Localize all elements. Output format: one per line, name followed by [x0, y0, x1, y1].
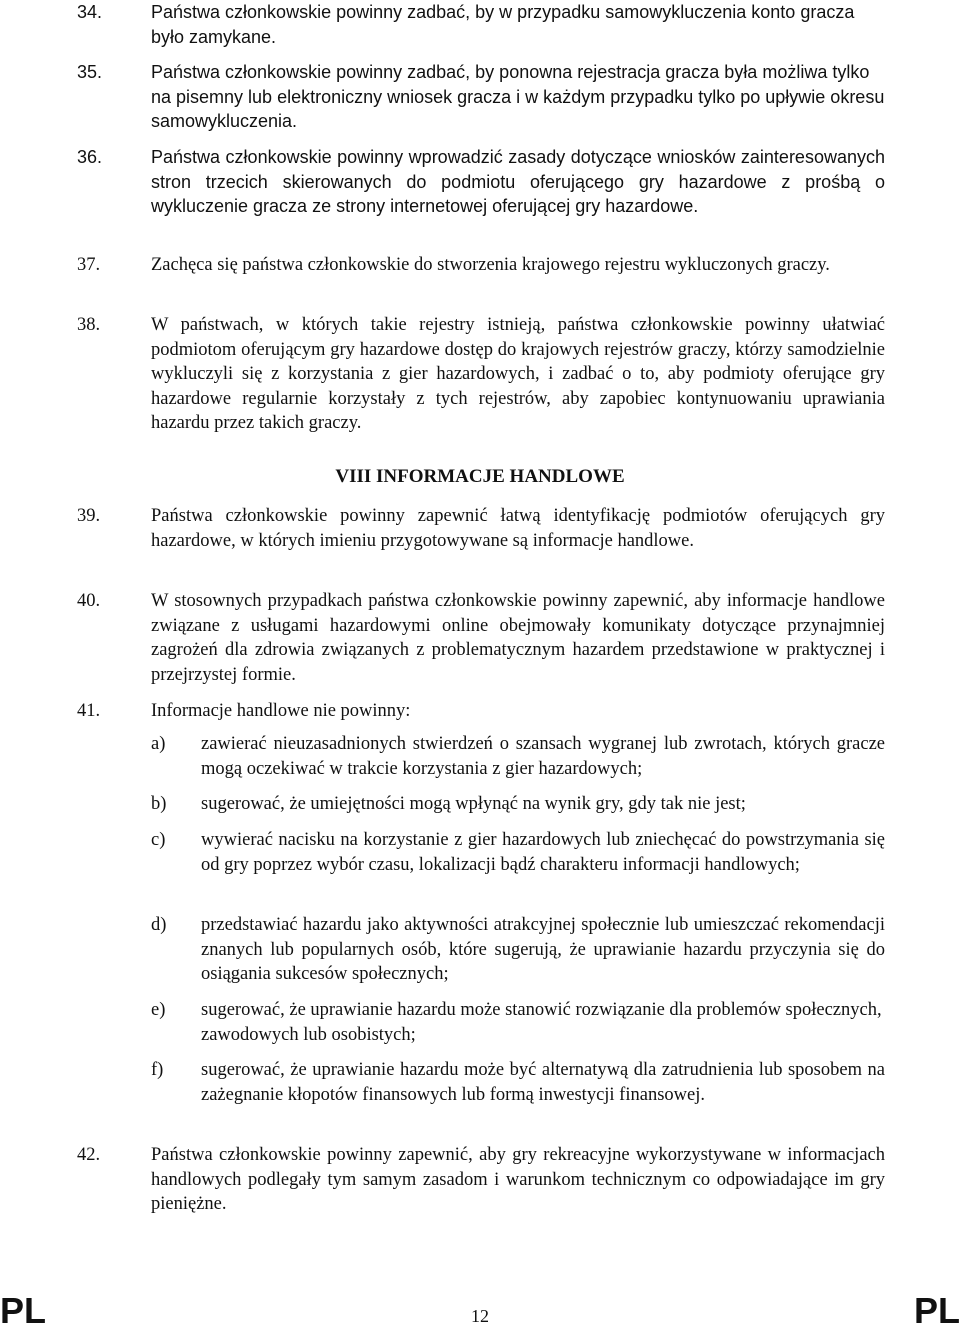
paragraph-text: Państwa członkowskie powinny zapewnić, aby gry rekreacyjne wykorzystywane w informacjach handlowych podlegały tym samym zasadom i warunkom technicznym co odpowiadające im gry pieniężne.: [151, 1145, 885, 1214]
paragraph-text: Państwa członkowskie powinny wprowadzić zasady dotyczące wniosków zainteresowanych stron trzecich skierowanych do podmiotu oferującego gry hazardowe z prośbą o wykluczenie gracza ze strony internetowej oferującej gry hazardowe.: [151, 147, 885, 216]
list-item-text: przedstawiać hazardu jako aktywności atrakcyjnej społecznie lub umieszczać rekomendacji znanych lub popularnych osób, które sugerują, że uprawianie hazardu przyczynia się do osiągania sukcesów społecznych;: [201, 915, 885, 984]
paragraph-number: 39.: [77, 506, 101, 526]
paragraph-41: [77, 699, 885, 724]
list-item-e: [151, 998, 885, 1047]
paragraph-34: [77, 0, 885, 49]
list-item-f: [151, 1058, 885, 1107]
list-item-a: [151, 732, 885, 781]
paragraph-text: W stosownych przypadkach państwa członkowskie powinny zapewnić, aby informacje handlowe związane z usługami hazardowymi online obejmowały komunikaty dotyczące przynajmniej zagrożeń dla zdrowia związanych z problematycznym hazardem przedstawione w praktycznej i przejrzystej formie.: [151, 591, 885, 685]
list-item-text: sugerować, że umiejętności mogą wpłynąć na wynik gry, gdy tak nie jest;: [201, 794, 746, 814]
list-item-label: d): [151, 915, 167, 935]
language-code-left: PL: [0, 1290, 47, 1331]
paragraph-number: 34.: [77, 2, 103, 22]
paragraph-number: 42.: [77, 1145, 101, 1165]
list-item-label: c): [151, 830, 166, 850]
list-item-text: sugerować, że uprawianie hazardu może stanowić rozwiązanie dla problemów społecznych, zawodowych lub osobistych;: [201, 1000, 882, 1045]
list-item-b: [151, 792, 885, 817]
list-item-text: zawierać nieuzasadnionych stwierdzeń o szansach wygranej lub zwrotach, których gracze mogą oczekiwać w trakcie korzystania z gier hazardowych;: [201, 734, 885, 779]
paragraph-text: Państwa członkowskie powinny zapewnić łatwą identyfikację podmiotów oferujących gry hazardowe, w których imieniu przygotowywane są informacje handlowe.: [151, 506, 885, 551]
paragraph-number: 41.: [77, 701, 101, 721]
section-heading: VIII INFORMACJE HANDLOWE: [335, 466, 625, 487]
list-item-c: [151, 828, 885, 877]
paragraph-number: 35.: [77, 62, 103, 82]
paragraph-text: Państwa członkowskie powinny zadbać, by ponowna rejestracja gracza była możliwa tylko na pisemny lub elektroniczny wniosek gracza i w każdym przypadku tylko po upływie okresu samowykluczenia.: [151, 62, 885, 131]
page-number: 12: [471, 1306, 489, 1326]
paragraph-number: 38.: [77, 315, 101, 335]
paragraph-35: [77, 60, 885, 134]
paragraph-text: Zachęca się państwa członkowskie do stworzenia krajowego rejestru wykluczonych graczy.: [151, 255, 830, 275]
paragraph-42: [77, 1143, 885, 1217]
paragraph-36: [77, 145, 885, 219]
paragraph-37: [77, 253, 885, 278]
list-item-label: a): [151, 734, 166, 754]
list-item-d: [151, 913, 885, 987]
list-item-label: b): [151, 794, 167, 814]
paragraph-text: W państwach, w których takie rejestry istnieją, państwa członkowskie powinny ułatwiać podmiotom oferującym gry hazardowe dostęp do krajowych rejestrów graczy, którzy samodzielnie wykluczyli się z korzystania z gier hazardowych, i zadbać o to, aby podmioty oferujące gry hazardowe regularnie korzystały z tych rejestrów, aby zapobiec kontynuowaniu uprawiania hazardu przez takich graczy.: [151, 315, 885, 433]
paragraph-number: 36.: [77, 147, 103, 167]
paragraph-39: [77, 504, 885, 553]
language-code-right: PL: [913, 1290, 960, 1331]
paragraph-text: Państwa członkowskie powinny zadbać, by w przypadku samowykluczenia konto gracza było zamykane.: [151, 2, 855, 47]
paragraph-number: 40.: [77, 591, 101, 611]
paragraph-40: [77, 589, 885, 687]
list-item-label: e): [151, 1000, 166, 1020]
list-item-label: f): [151, 1060, 164, 1080]
paragraph-number: 37.: [77, 255, 101, 275]
list-item-text: sugerować, że uprawianie hazardu może być alternatywą dla zatrudnienia lub sposobem na zażegnanie kłopotów finansowych lub formą inwestycji finansowej.: [201, 1060, 885, 1105]
paragraph-text: Informacje handlowe nie powinny:: [151, 701, 411, 721]
paragraph-38: [77, 313, 885, 436]
list-item-text: wywierać nacisku na korzystanie z gier hazardowych lub zniechęcać do powstrzymania się od gry poprzez wybór czasu, lokalizacji bądź charakteru informacji handlowych;: [201, 830, 885, 875]
